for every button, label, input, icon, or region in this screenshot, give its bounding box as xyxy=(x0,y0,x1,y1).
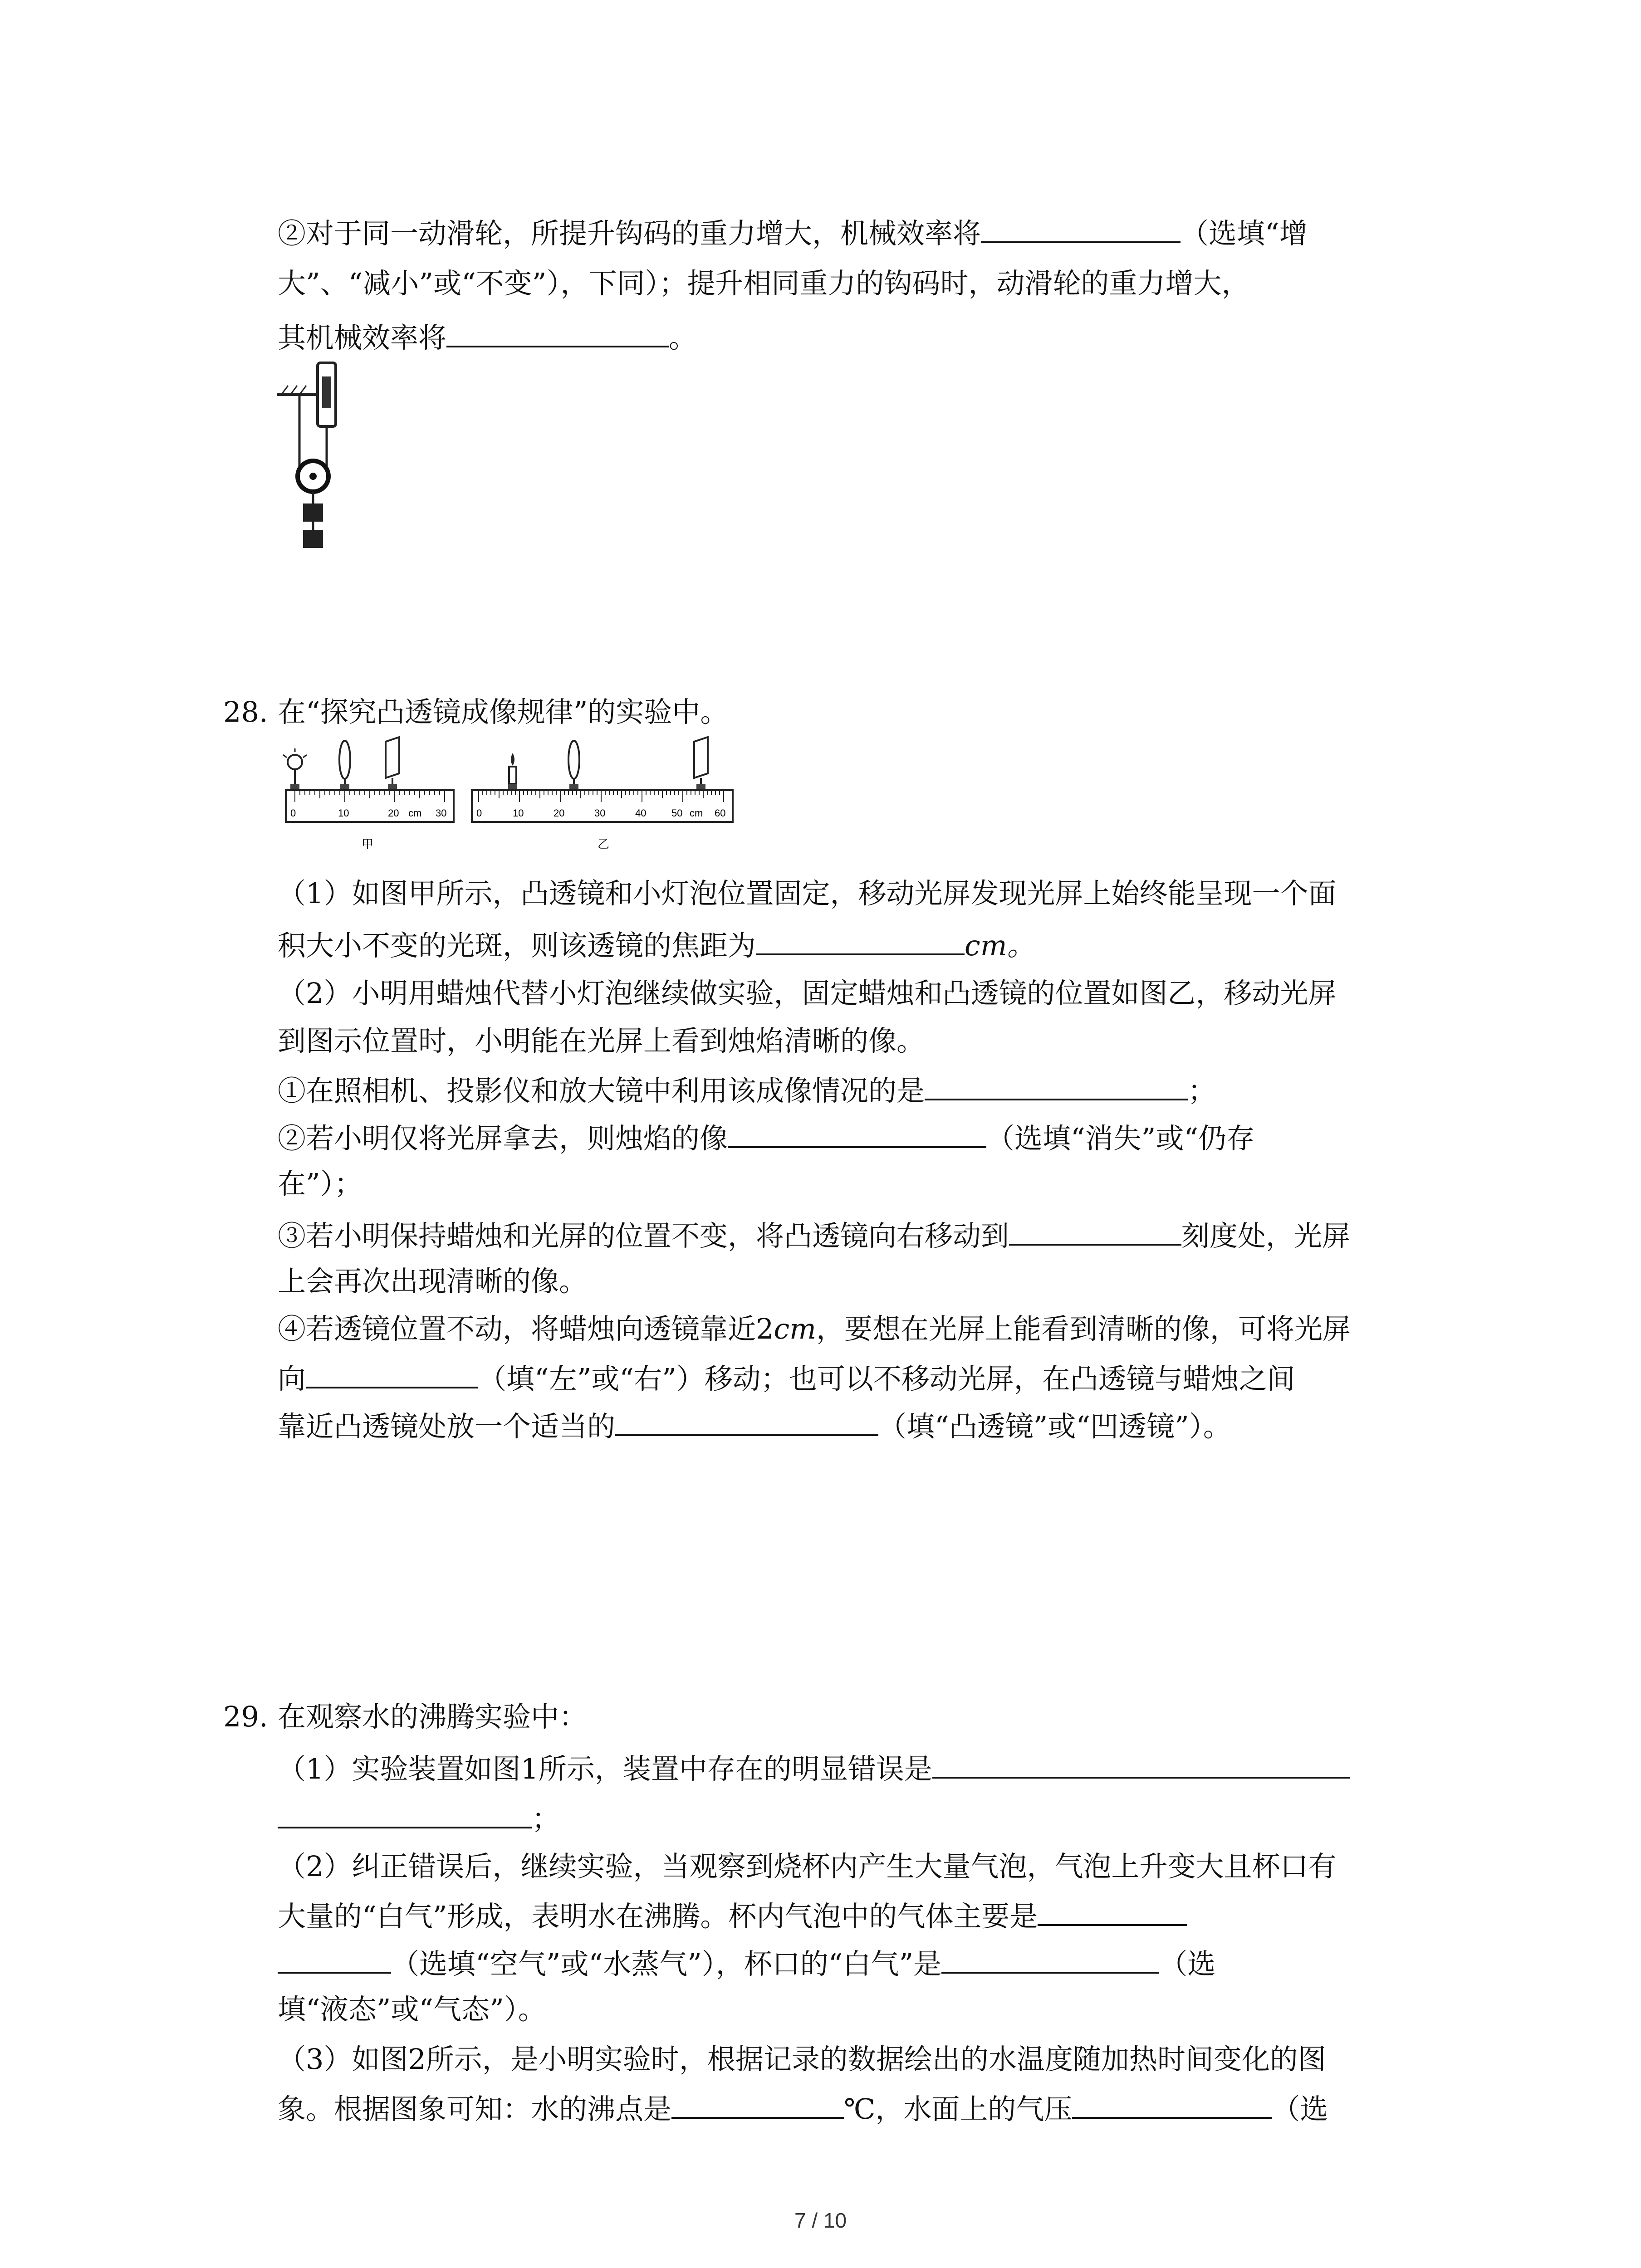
tick-label: 30 xyxy=(436,807,447,819)
q28-s3 xyxy=(278,1216,1350,1254)
screen-icon xyxy=(694,737,708,785)
q27-text: 。 xyxy=(669,321,697,354)
tick-label: 20 xyxy=(388,807,399,819)
tick-label: 20 xyxy=(554,807,565,819)
q28-s2-cont xyxy=(278,1166,362,1202)
q29-text: （选填“空气”或“水蒸气”），杯口的“白气”是 xyxy=(391,1947,942,1980)
tick-label: 10 xyxy=(513,807,524,819)
q27-text: ②对于同一动滑轮，所提升钩码的重力增大，机械效率将 xyxy=(278,217,981,250)
figure-jia xyxy=(277,735,458,871)
lens-icon xyxy=(568,741,579,785)
q28-text: 上会再次出现清晰的像。 xyxy=(278,1265,588,1298)
q28-text: （选填“消失”或“仍存 xyxy=(986,1122,1255,1155)
q28-p1-line1 xyxy=(278,875,1336,912)
q29-text: （选 xyxy=(1159,1947,1216,1980)
q29-p1-blank-b[interactable] xyxy=(278,1799,532,1828)
q27-line-2 xyxy=(278,265,1249,302)
q29-gas-blank-a[interactable] xyxy=(1038,1896,1187,1926)
q28-text: ，要想在光屏上能看到清晰的像，可将光屏 xyxy=(816,1312,1351,1345)
q28-text: ①在照相机、投影仪和放大镜中利用该成像情况的是 xyxy=(278,1074,925,1107)
q28-s3-blank[interactable] xyxy=(1009,1216,1181,1246)
q28-p1-line2 xyxy=(278,925,1035,964)
q29-p2-line4 xyxy=(278,1991,546,2028)
q28-number: 28. xyxy=(223,695,268,728)
q27-blank-2[interactable] xyxy=(446,318,669,347)
lens-icon xyxy=(339,741,350,785)
q29-p1 xyxy=(278,1749,1350,1787)
figure-label: 甲 xyxy=(361,838,374,851)
candle-icon xyxy=(509,753,516,784)
tick-label: 0 xyxy=(476,807,482,819)
q29-text: ； xyxy=(532,1802,560,1835)
q28-text: 在”）； xyxy=(278,1167,362,1200)
q28-s2-blank[interactable] xyxy=(728,1118,986,1148)
q29-boiling-point-blank[interactable] xyxy=(671,2089,844,2119)
q29-text: 象。根据图象可知：水的沸点是 xyxy=(278,2092,672,2126)
q28-text: （填“左”或“右”）移动；也可以不移动光屏，在凸透镜与蜡烛之间 xyxy=(478,1362,1295,1395)
q29-p2-line2 xyxy=(278,1896,1187,1935)
q29-p2-line1 xyxy=(278,1848,1336,1885)
tick-label: 10 xyxy=(338,807,349,819)
q28-s4 xyxy=(278,1311,1351,1347)
q28-text: ④若透镜位置不动，将蜡烛向透镜靠近2 xyxy=(278,1312,774,1345)
q29-text: （1）实验装置如图1所示，装置中存在的明显错误是 xyxy=(278,1752,932,1785)
q28-text: 刻度处，光屏 xyxy=(1181,1219,1351,1252)
tick-label: 30 xyxy=(594,807,606,819)
q29-p2-line3 xyxy=(278,1944,1215,1982)
q28-text: 靠近凸透镜处放一个适当的 xyxy=(278,1410,616,1443)
q27-text: 其机械效率将 xyxy=(278,321,447,354)
q28-s4-blank-1[interactable] xyxy=(306,1359,478,1388)
q28-unit: cm xyxy=(774,1312,816,1345)
q28-text: 积大小不变的光斑，则该透镜的焦距为 xyxy=(278,929,756,962)
lightbulb-icon xyxy=(283,748,307,785)
q28-text: ③若小明保持蜡烛和光屏的位置不变，将凸透镜向右移动到 xyxy=(278,1219,1009,1252)
q28-p2-line2 xyxy=(278,1023,925,1059)
q28-text: 到图示位置时，小明能在光屏上看到烛焰清晰的像。 xyxy=(278,1024,925,1057)
tick-label: 50 xyxy=(671,807,683,819)
page-number: 7 / 10 xyxy=(794,2209,847,2232)
q28-s4-blank-2[interactable] xyxy=(615,1406,878,1436)
pulley-figure xyxy=(272,358,354,558)
q29-p3-line1 xyxy=(278,2041,1326,2077)
q29-text: （3）如图2所示，是小明实验时，根据记录的数据绘出的水温度随加热时间变化的图 xyxy=(278,2043,1326,2076)
q28-text: （2）小明用蜡烛代替小灯泡继续做实验，固定蜡烛和凸透镜的位置如图乙，移动光屏 xyxy=(278,977,1337,1010)
q28-s2 xyxy=(278,1118,1254,1157)
q28-p2-line1 xyxy=(278,975,1336,1012)
q27-blank-1[interactable] xyxy=(981,213,1181,243)
q28-s3-cont xyxy=(278,1263,587,1300)
tick-label: 40 xyxy=(635,807,647,819)
screen-icon xyxy=(386,737,399,785)
tick-label: 0 xyxy=(290,807,296,819)
q28-text: （1）如图甲所示，凸透镜和小灯泡位置固定，移动光屏发现光屏上始终能呈现一个面 xyxy=(278,877,1337,910)
q29-text: （2）纠正错误后，继续实验，当观察到烧杯内产生大量气泡，气泡上升变大且杯口有 xyxy=(278,1850,1337,1883)
tick-label: 60 xyxy=(715,807,726,819)
tick-label: cm xyxy=(408,807,422,819)
q29-text: ℃，水面上的气压 xyxy=(844,2092,1073,2126)
q28-text: （填“凸透镜”或“凹透镜”）。 xyxy=(878,1410,1231,1443)
q28-s4-line2 xyxy=(278,1359,1295,1397)
q29-title-text: 在观察水的沸腾实验中： xyxy=(278,1700,588,1733)
q28-title-text: 在“探究凸透镜成像规律”的实验中。 xyxy=(278,695,729,728)
q27-text: 大”、“减小”或“不变”），下同）；提升相同重力的钩码时，动滑轮的重力增大， xyxy=(278,267,1250,300)
q28-s1 xyxy=(278,1070,1216,1109)
q28-s4-line3 xyxy=(278,1406,1231,1445)
q28-text: ； xyxy=(1188,1074,1216,1107)
q27-text: （选填“增 xyxy=(1181,217,1308,250)
q29-p3-line2 xyxy=(278,2089,1328,2127)
q27-line-3 xyxy=(278,318,697,356)
q29-text: （选 xyxy=(1272,2092,1328,2126)
q29-p1-cont xyxy=(278,1799,560,1837)
q29-pressure-blank[interactable] xyxy=(1072,2089,1272,2119)
q28-focal-length-blank[interactable] xyxy=(756,925,965,955)
q29-p1-blank-a[interactable] xyxy=(932,1749,1350,1779)
q28-text: 向 xyxy=(278,1362,306,1395)
q29-state-blank[interactable] xyxy=(941,1944,1159,1974)
q29-number: 29. xyxy=(223,1700,268,1733)
q29-title xyxy=(278,1699,587,1735)
q28-title xyxy=(278,694,728,730)
q27-line-1 xyxy=(278,213,1308,252)
q28-s1-blank[interactable] xyxy=(925,1070,1188,1100)
q29-text: 大量的“白气”形成，表明水在沸腾。杯内气泡中的气体主要是 xyxy=(278,1900,1038,1933)
figure-yi xyxy=(467,735,740,871)
q28-text: cm。 xyxy=(965,929,1035,962)
q29-gas-blank-b[interactable] xyxy=(278,1944,391,1974)
q28-text: ②若小明仅将光屏拿去，则烛焰的像 xyxy=(278,1122,728,1155)
figure-label: 乙 xyxy=(597,838,610,851)
tick-label: cm xyxy=(690,807,703,819)
q29-text: 填“液态”或“气态”）。 xyxy=(278,1993,546,2026)
